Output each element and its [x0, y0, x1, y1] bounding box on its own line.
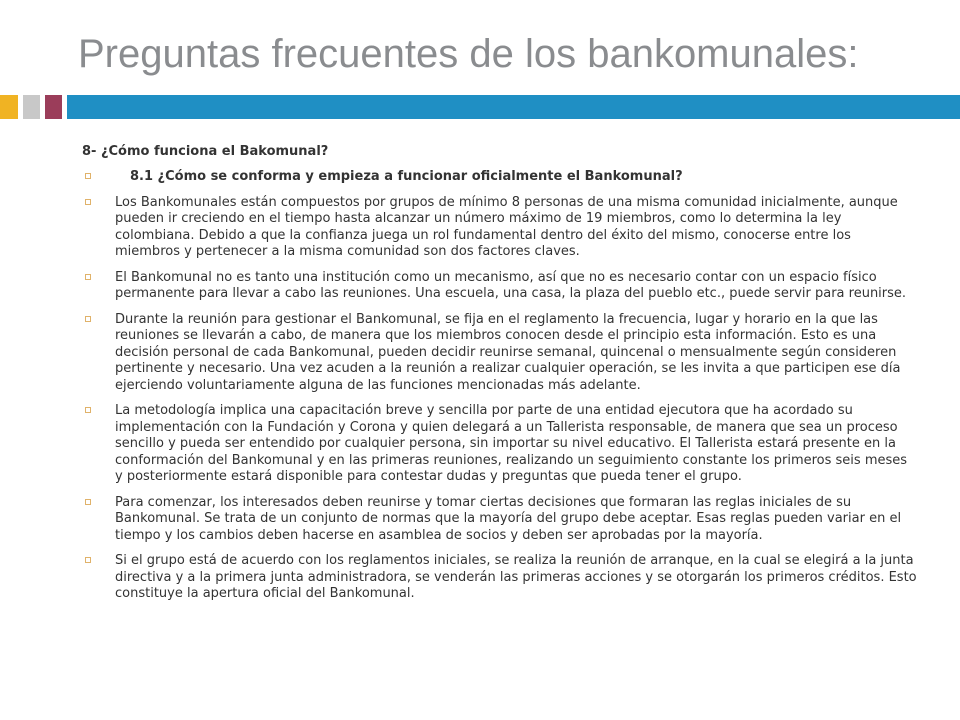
list-item: [82, 270, 917, 303]
slide-body: [82, 143, 917, 612]
square-bullet-icon: [85, 499, 91, 505]
square-bullet-icon: [85, 274, 91, 280]
list-item: [82, 403, 917, 486]
list-item: [82, 495, 917, 545]
list-item-text: La metodología implica una capacitación breve y sencilla por parte de una entidad ejecutora que ha acordado su implementación con la Fundación y Corona y quien delegará a un Tallerista responsable, de manera que sea un proceso sencillo y pueda ser entendido por cualquier persona, sin importar su nivel educativo. El Tallerista estará presente en la conformación del Bankomunal y en las primeras reuniones, realizando un seguimiento constante los primeros seis meses y posteriormente estará disponible para contestar dudas y preguntas que pueda tener el grupo.: [115, 403, 908, 484]
list-item-subquestion: [82, 169, 917, 186]
list-item-text: Los Bankomunales están compuestos por grupos de mínimo 8 personas de una misma comunidad inicialmente, aunque pueden ir creciendo en el tiempo hasta alcanzar un número máximo de 19 miembros, como lo determina la ley colombiana. Debido a que la confianza juega un rol fundamental dentro del éxito del mismo, conocerse entre los miembros y pertenecer a la misma comunidad son dos factores claves.: [115, 194, 898, 259]
square-bullet-icon: [85, 407, 91, 413]
square-bullet-icon: [85, 173, 91, 179]
square-bullet-icon: [85, 199, 91, 205]
list-item-text: Durante la reunión para gestionar el Bankomunal, se fija en el reglamento la frecuencia, lugar y horario en la que las reuniones se llevarán a cabo, de manera que los miembros conocen desde el principio esta información. Esto es una decisión personal de cada Bankomunal, pueden decidir reunirse semanal, quincenal o mensualmente según consideren pertinente y necesario. Una vez acuden a la reunión a realizar cualquier operación, se les invita a que participen ese día ejerciendo voluntariamente alguna de las funciones mencionadas más adelante.: [115, 311, 901, 393]
accent-block-gray: [23, 95, 40, 119]
accent-bar-blue: [67, 95, 960, 119]
list-item-text: Para comenzar, los interesados deben reunirse y tomar ciertas decisiones que formaran las reglas iniciales de su Bankomunal. Se trata de un conjunto de normas que la mayoría del grupo debe aceptar. Esas reglas pueden variar en el tiempo y los cambios deben hacerse en asamblea de socios y deben ser aprobadas por la mayoría.: [115, 494, 902, 543]
list-item-text: 8.1 ¿Cómo se conforma y empieza a funcionar oficialmente el Bankomunal?: [130, 169, 683, 184]
list-item-text: Si el grupo está de acuerdo con los reglamentos iniciales, se realiza la reunión de arranque, en la cual se elegirá a la junta directiva y a la primera junta administradora, se venderán las primeras acciones y se otorgarán los primeros créditos. Esto constituye la apertura oficial del Bankomunal.: [115, 553, 917, 601]
list-item: [82, 312, 917, 395]
square-bullet-icon: [85, 557, 91, 563]
square-bullet-icon: [85, 316, 91, 322]
accent-block-magenta: [45, 95, 62, 119]
slide-title: Preguntas frecuentes de los bankomunales:: [78, 32, 859, 76]
list-item-text: El Bankomunal no es tanto una institución como un mecanismo, así que no es necesario contar con un espacio físico permanente para llevar a cabo las reuniones. Una escuela, una casa, la plaza del pueblo etc., puede servir para reunirse.: [115, 269, 907, 301]
list-item: [82, 553, 917, 603]
list-item: [82, 195, 917, 261]
question-heading: 8- ¿Cómo funciona el Bakomunal?: [82, 144, 329, 159]
accent-block-yellow: [0, 95, 18, 119]
